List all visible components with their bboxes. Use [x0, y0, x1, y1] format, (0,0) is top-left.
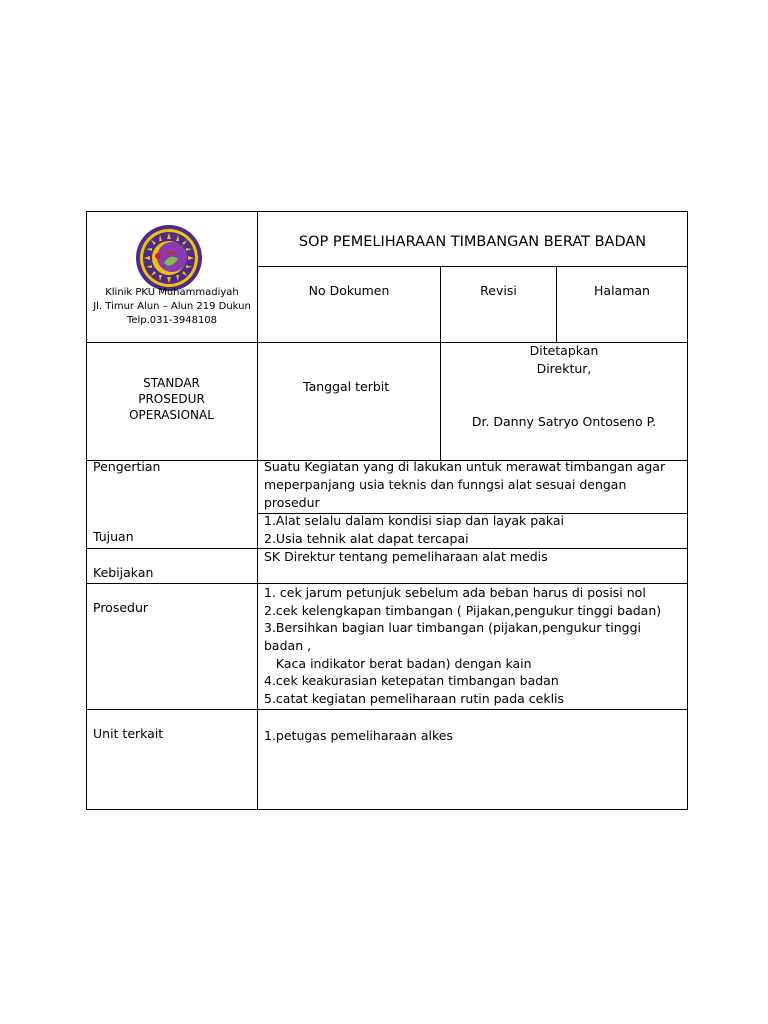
prosedur-line-1: 1. cek jarum petunjuk sebelum ada beban harus di posisi nol [264, 585, 646, 600]
border-bottom [86, 809, 688, 810]
pengertian-line-2: meperpanjang usia teknis dan funngsi alat sesuai dengan [264, 477, 627, 492]
sop-label-prosedur: PROSEDUR [138, 392, 205, 406]
unit-terkait-label: Unit terkait [93, 726, 164, 741]
prosedur-line-7: 5.catat kegiatan pemeliharaan rutin pada ceklis [264, 691, 565, 706]
pku-muhammadiyah-seal-icon [134, 223, 204, 293]
prosedur-line-4: badan , [264, 638, 312, 653]
border-right [687, 211, 688, 810]
prosedur-line-6: 4.cek keakurasian ketepatan timbangan badan [264, 673, 559, 688]
tujuan-line-1: 1.Alat selalu dalam kondisi siap dan layak pakai [264, 513, 564, 528]
document-title: SOP PEMELIHARAAN TIMBANGAN BERAT BADAN [298, 234, 647, 250]
tanggal-terbit-label: Tanggal terbit [303, 379, 390, 394]
no-dokumen-label: No Dokumen [308, 283, 390, 298]
clinic-name: Klinik PKU Muhammadiyah [105, 287, 239, 298]
pengertian-line-1: Suatu Kegiatan yang di lakukan untuk merawat timbangan agar [264, 459, 666, 474]
ditetapkan-label: Ditetapkan [529, 343, 599, 358]
revisi-label: Revisi [480, 283, 517, 298]
sop-label-operasional: OPERASIONAL [129, 408, 214, 422]
unit-terkait-line-1: 1.petugas pemeliharaan alkes [264, 728, 453, 743]
border-top [86, 211, 688, 212]
prosedur-label: Prosedur [93, 600, 149, 615]
title-divider [257, 266, 688, 267]
clinic-address: Jl. Timur Alun – Alun 219 Dukun [93, 301, 251, 312]
halaman-label: Halaman [594, 283, 650, 298]
director-name: Dr. Danny Satryo Ontoseno P. [471, 414, 657, 429]
kebijakan-label: Kebijakan [93, 565, 154, 580]
direktur-label: Direktur, [536, 361, 592, 376]
kebijakan-line-1: SK Direktur tentang pemeliharaan alat medis [264, 549, 548, 564]
row-divider-4 [86, 709, 688, 710]
prosedur-line-3: 3.Bersihkan bagian luar timbangan (pijakan,pengukur tinggi [264, 620, 642, 635]
pengertian-line-3: prosedur [264, 495, 320, 510]
doc-col-divider-2 [556, 266, 557, 342]
prosedur-line-2: 2.cek kelengkapan timbangan ( Pijakan,pengukur tinggi badan) [264, 603, 662, 618]
prosedur-line-5: Kaca indikator berat badan) dengan kain [264, 656, 532, 671]
clinic-phone: Telp.031-3948108 [126, 315, 218, 326]
tujuan-label: Tujuan [93, 529, 134, 544]
tujuan-line-2: 2.Usia tehnik alat dapat tercapai [264, 531, 469, 546]
sop-document [86, 211, 688, 810]
sop-label-standar: STANDAR [143, 376, 200, 390]
pengertian-label: Pengertian [93, 459, 161, 474]
